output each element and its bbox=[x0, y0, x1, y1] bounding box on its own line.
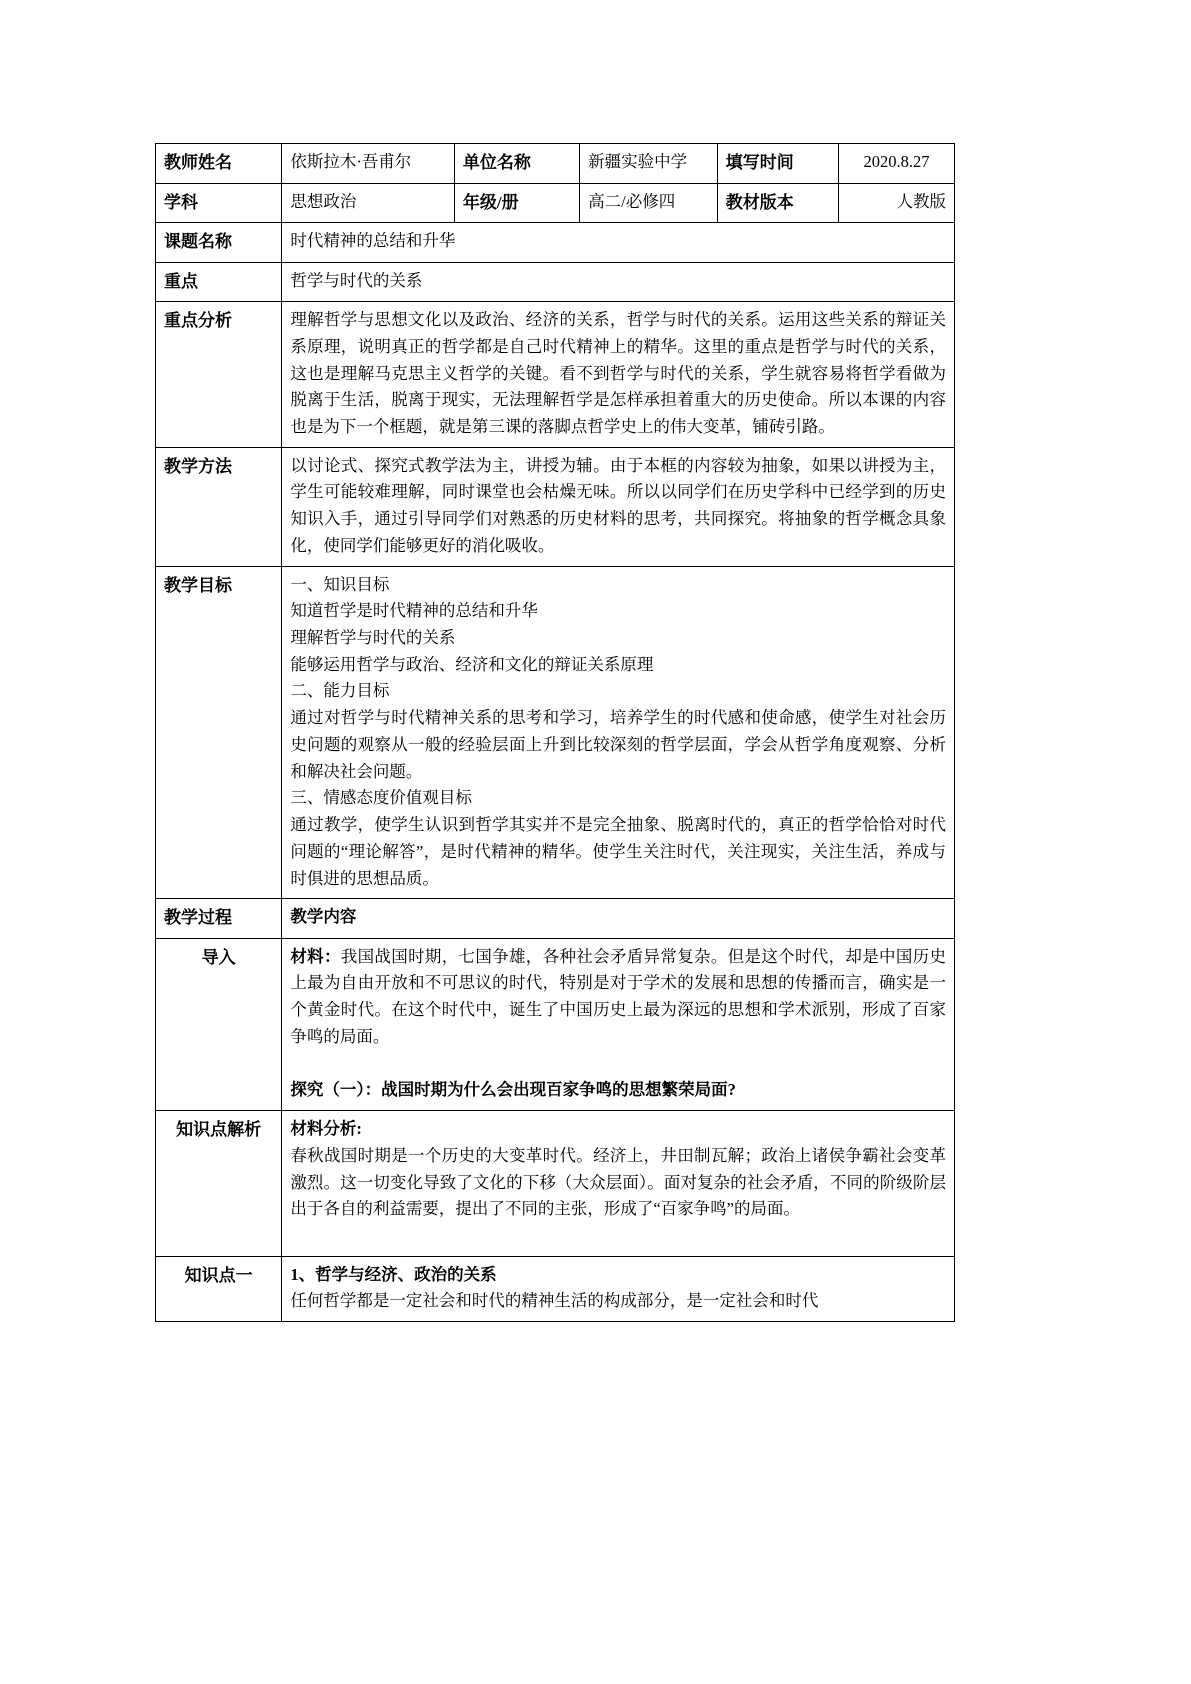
key-point-label: 重点 bbox=[156, 262, 282, 302]
table-row-knowledge-analysis bbox=[156, 1111, 955, 1257]
goal-ability-heading: 二、能力目标 bbox=[290, 681, 390, 701]
key-point-value: 哲学与时代的关系 bbox=[282, 262, 955, 302]
goal-attitude-heading: 三、情感态度价值观目标 bbox=[290, 788, 472, 808]
goal-knowledge-heading: 一、知识目标 bbox=[290, 574, 390, 594]
knowledge-analysis-cell bbox=[282, 1111, 955, 1257]
material-analysis-text: 春秋战国时期是一个历史的大变革时代。经济上，井田制瓦解；政治上诸侯争霸社会变革激烈。这一切变化导致了文化的下移（大众层面）。面对复杂的社会矛盾，不同的阶级阶层出于各自的利益需要，提出了不同的主张，形成了“百家争鸣”的局面。 bbox=[290, 1145, 946, 1219]
fill-date-label: 填写时间 bbox=[717, 144, 838, 184]
key-point-analysis-cell bbox=[282, 302, 955, 448]
teaching-method-text: 以讨论式、探究式教学法为主，讲授为辅。由于本框的内容较为抽象，如果以讲授为主，学生可能较难理解，同时课堂也会枯燥无味。所以以同学们在历史学科中已经学到的历史知识入手，通过引导同学们对熟悉的历史材料的思考，共同探究。将抽象的哲学概念具象化，使同学们能够更好的消化吸收。 bbox=[290, 455, 946, 555]
unit-name-label: 单位名称 bbox=[454, 144, 579, 184]
knowledge-point-one-cell bbox=[282, 1256, 955, 1321]
table-row-subject-info bbox=[156, 183, 955, 223]
table-row-topic bbox=[156, 223, 955, 263]
topic-value: 时代精神的总结和升华 bbox=[282, 223, 955, 263]
goal-knowledge-item-3: 能够运用哲学与政治、经济和文化的辩证关系原理 bbox=[290, 654, 654, 674]
table-row-teacher-info bbox=[156, 144, 955, 184]
teaching-method-label: 教学方法 bbox=[156, 447, 282, 566]
knowledge-analysis-label: 知识点解析 bbox=[156, 1111, 282, 1257]
table-row-process-header bbox=[156, 899, 955, 939]
material-body: 我国战国时期，七国争雄，各种社会矛盾异常复杂。但是这个时代，却是中国历史上最为自由开放和不可思议的时代，特别是对于学术的发展和思想的传播而言，确实是一个黄金时代。在这个时代中，诞生了中国历史上最为深远的思想和学术派别，形成了百家争鸣的局面。 bbox=[290, 946, 947, 1046]
teaching-goals-cell bbox=[282, 566, 955, 899]
goal-knowledge-item-2: 理解哲学与时代的关系 bbox=[290, 628, 456, 648]
teaching-goals-label: 教学目标 bbox=[156, 566, 282, 899]
teaching-method-cell bbox=[282, 447, 955, 566]
goal-knowledge-item-1: 知道哲学是时代精神的总结和升华 bbox=[290, 601, 538, 621]
spacer-line bbox=[290, 1051, 946, 1078]
table-row-key-point bbox=[156, 262, 955, 302]
table-row-teaching-method bbox=[156, 447, 955, 566]
lead-in-cell bbox=[282, 938, 955, 1110]
key-point-analysis-text: 理解哲学与思想文化以及政治、经济的关系，哲学与时代的关系。运用这些关系的辩证关系原理，说明真正的哲学都是自己时代精神上的精华。这里的重点是哲学与时代的关系，这也是理解马克思主义哲学的关键。看不到哲学与时代的关系，学生就容易将哲学看做为脱离于生活，脱离于现实，无法理解哲学是怎样承担着重大的历史使命。所以本课的内容也是为下一个框题，就是第三课的落脚点哲学史上的伟大变革，铺砖引路。 bbox=[290, 310, 946, 436]
unit-name-value: 新疆实验中学 bbox=[580, 144, 718, 184]
grade-label: 年级/册 bbox=[454, 183, 579, 223]
material-prefix: 材料： bbox=[290, 946, 341, 966]
table-row-teaching-goals bbox=[156, 566, 955, 899]
spacer-line-2 bbox=[290, 1223, 946, 1250]
table-row-lead-in bbox=[156, 938, 955, 1110]
topic-label: 课题名称 bbox=[156, 223, 282, 263]
lesson-plan-sheet bbox=[155, 143, 955, 1322]
teaching-content-label: 教学内容 bbox=[282, 899, 955, 939]
teaching-process-label: 教学过程 bbox=[156, 899, 282, 939]
textbook-version-value: 人教版 bbox=[838, 183, 954, 223]
lead-in-label: 导入 bbox=[156, 938, 282, 1110]
textbook-version-label: 教材版本 bbox=[717, 183, 838, 223]
key-point-analysis-label: 重点分析 bbox=[156, 302, 282, 448]
grade-value: 高二/必修四 bbox=[580, 183, 718, 223]
subject-label: 学科 bbox=[156, 183, 282, 223]
knowledge-point-one-heading: 1、哲学与经济、政治的关系 bbox=[290, 1264, 497, 1284]
fill-date-value: 2020.8.27 bbox=[838, 144, 954, 184]
inquiry-question-one: 探究（一）：战国时期为什么会出现百家争鸣的思想繁荣局面? bbox=[290, 1080, 736, 1100]
teacher-name-label: 教师姓名 bbox=[156, 144, 282, 184]
lead-in-material bbox=[290, 944, 946, 1051]
teacher-name-value: 依斯拉木·吾甫尔 bbox=[282, 144, 455, 184]
knowledge-point-one-label: 知识点一 bbox=[156, 1256, 282, 1321]
material-analysis-heading: 材料分析: bbox=[290, 1119, 362, 1139]
goal-attitude-text: 通过教学，使学生认识到哲学其实并不是完全抽象、脱离时代的，真正的哲学恰恰对时代问题的“理论解答”，是时代精神的精华。使学生关注时代，关注现实，关注生活，养成与时俱进的思想品质。 bbox=[290, 815, 946, 888]
knowledge-point-one-text: 任何哲学都是一定社会和时代的精神生活的构成部分，是一定社会和时代 bbox=[290, 1291, 819, 1311]
lesson-plan-table bbox=[155, 143, 955, 1322]
subject-value: 思想政治 bbox=[282, 183, 455, 223]
table-row-key-point-analysis bbox=[156, 302, 955, 448]
table-row-knowledge-point-one bbox=[156, 1256, 955, 1321]
goal-ability-text: 通过对哲学与时代精神关系的思考和学习，培养学生的时代感和使命感，使学生对社会历史问题的观察从一般的经验层面上升到比较深刻的哲学层面，学会从哲学角度观察、分析和解决社会问题。 bbox=[290, 708, 946, 781]
